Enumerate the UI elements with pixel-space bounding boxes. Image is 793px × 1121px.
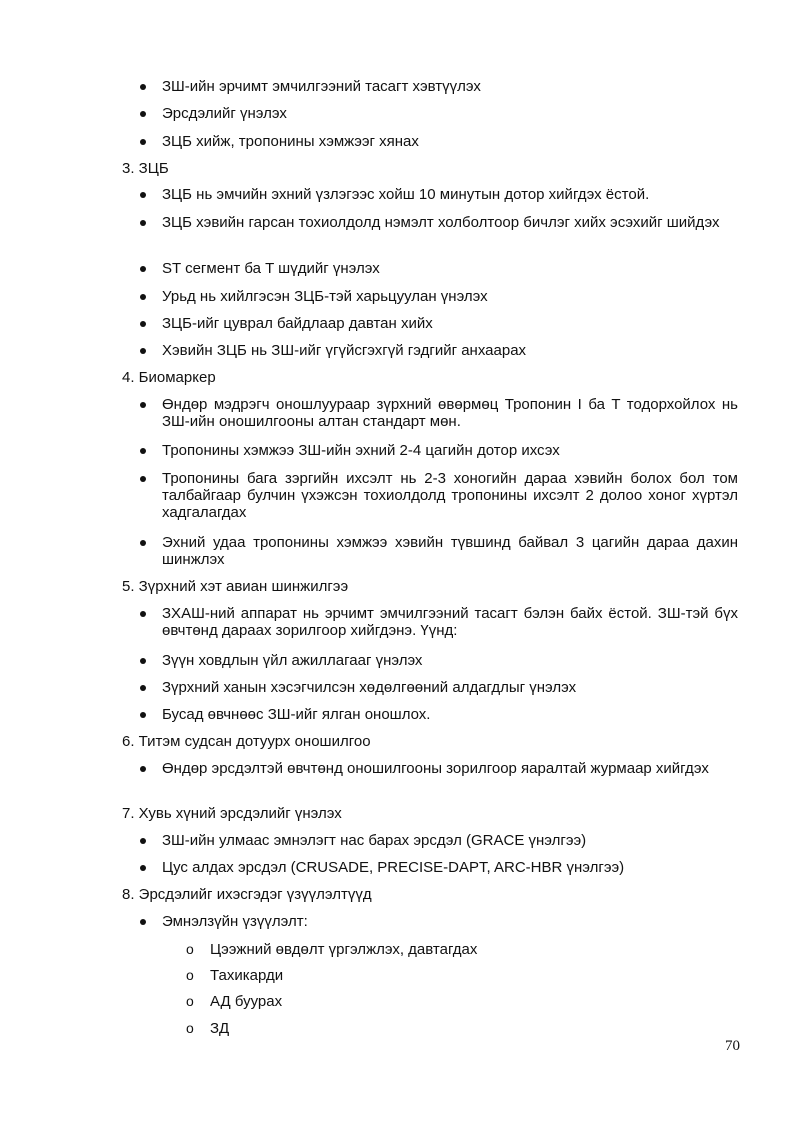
bullet-icon [140, 761, 148, 769]
list-item: Эхний удаа тропонины хэмжээ хэвийн түвшинд байвал 3 цагийн дараа дахин шинжлэх [162, 534, 738, 568]
bullet-icon [140, 914, 148, 922]
list-item: ЗШ-ийн эрчимт эмчилгээний тасагт хэвтүүлэх [162, 78, 481, 95]
bullet-icon [140, 606, 148, 614]
bullet-icon [140, 289, 148, 297]
section-heading: 5. Зүрхний хэт авиан шинжилгээ [122, 578, 349, 595]
bullet-icon [140, 106, 148, 114]
bullet-icon [140, 860, 148, 868]
bullet-icon [140, 707, 148, 715]
bullet-icon [140, 343, 148, 351]
section-heading: 3. ЗЦБ [122, 160, 169, 177]
sub-list-item: ЗД [210, 1020, 230, 1037]
list-item: ЗЦБ-ийг цуврал байдлаар давтан хийх [162, 315, 433, 332]
list-item: ЗШ-ийн улмаас эмнэлэгт нас барах эрсдэл (GRACE үнэлгээ) [162, 832, 587, 849]
section-heading: 4. Биомаркер [122, 369, 216, 386]
list-item: ST сегмент ба T шүдийг үнэлэх [162, 260, 380, 277]
sub-bullet-icon: o [186, 941, 194, 957]
bullet-icon [140, 215, 148, 223]
sub-bullet-icon: o [186, 967, 194, 983]
sub-bullet-icon: o [186, 993, 194, 1009]
section-heading: 7. Хувь хүний эрсдэлийг үнэлэх [122, 805, 342, 822]
list-item: Зүүн ховдлын үйл ажиллагааг үнэлэх [162, 652, 423, 669]
list-item: Эрсдэлийг үнэлэх [162, 105, 287, 122]
bullet-icon [140, 471, 148, 479]
bullet-icon [140, 535, 148, 543]
section-heading: 8. Эрсдэлийг ихэсгэдэг үзүүлэлтүүд [122, 886, 372, 903]
list-item: ЗЦБ хэвийн гарсан тохиолдолд нэмэлт холболтоор бичлэг хийх эсэхийг шийдэх [162, 214, 720, 231]
bullet-icon [140, 833, 148, 841]
list-item: Хэвийн ЗЦБ нь ЗШ-ийг үгүйсгэхгүй гэдгийг анхаарах [162, 342, 527, 359]
list-item: Эмнэлзүйн үзүүлэлт: [162, 913, 308, 930]
bullet-icon [140, 443, 148, 451]
list-item: ЗЦБ нь эмчийн эхний үзлэгээс хойш 10 минутын дотор хийгдэх ёстой. [162, 186, 650, 203]
list-item: Өндөр мэдрэгч оношлуураар зүрхний өвөрмөц Тропонин I ба T тодорхойлох нь ЗШ-ийн оношилгооны алтан стандарт мөн. [162, 396, 738, 430]
bullet-icon [140, 79, 148, 87]
sub-bullet-icon: o [186, 1020, 194, 1036]
list-item: ЗЦБ хийж, тропонины хэмжээг хянах [162, 133, 419, 150]
list-item: Тропонины хэмжээ ЗШ-ийн эхний 2-4 цагийн дотор ихсэх [162, 442, 560, 459]
bullet-icon [140, 187, 148, 195]
list-item: Цус алдах эрсдэл (CRUSADE, PRECISE-DAPT, ARC-HBR үнэлгээ) [162, 859, 625, 876]
bullet-icon [140, 680, 148, 688]
sub-list-item: АД буурах [210, 993, 283, 1010]
list-item: Урьд нь хийлгэсэн ЗЦБ-тэй харьцуулан үнэлэх [162, 288, 488, 305]
bullet-icon [140, 261, 148, 269]
page-number: 70 [725, 1038, 740, 1054]
sub-list-item: Цээжний өвдөлт үргэлжлэх, давтагдах [210, 941, 478, 958]
list-item: Тропонины бага зэргийн ихсэлт нь 2-3 хоногийн дараа хэвийн болох бол том талбайгаар булчин үхэжсэн тохиолдолд тропонины ихсэлт 2 долоо хоног хүртэл хадгалагдах [162, 470, 738, 521]
bullet-icon [140, 316, 148, 324]
list-item: Бусад өвчнөөс ЗШ-ийг ялган оношлох. [162, 706, 431, 723]
bullet-icon [140, 653, 148, 661]
bullet-icon [140, 134, 148, 142]
list-item: Зүрхний ханын хэсэгчилсэн хөдөлгөөний алдагдлыг үнэлэх [162, 679, 577, 696]
bullet-icon [140, 397, 148, 405]
section-heading: 6. Титэм судсан дотуурх оношилгоо [122, 733, 371, 750]
sub-list-item: Тахикарди [210, 967, 284, 984]
list-item: ЗХАШ-ний аппарат нь эрчимт эмчилгээний тасагт бэлэн байх ёстой. ЗШ-тэй бүх өвчтөнд дараах зорилгоор хийгдэнэ. Үүнд: [162, 605, 738, 639]
list-item: Өндөр эрсдэлтэй өвчтөнд оношилгооны зорилгоор яаралтай журмаар хийгдэх [162, 760, 709, 777]
